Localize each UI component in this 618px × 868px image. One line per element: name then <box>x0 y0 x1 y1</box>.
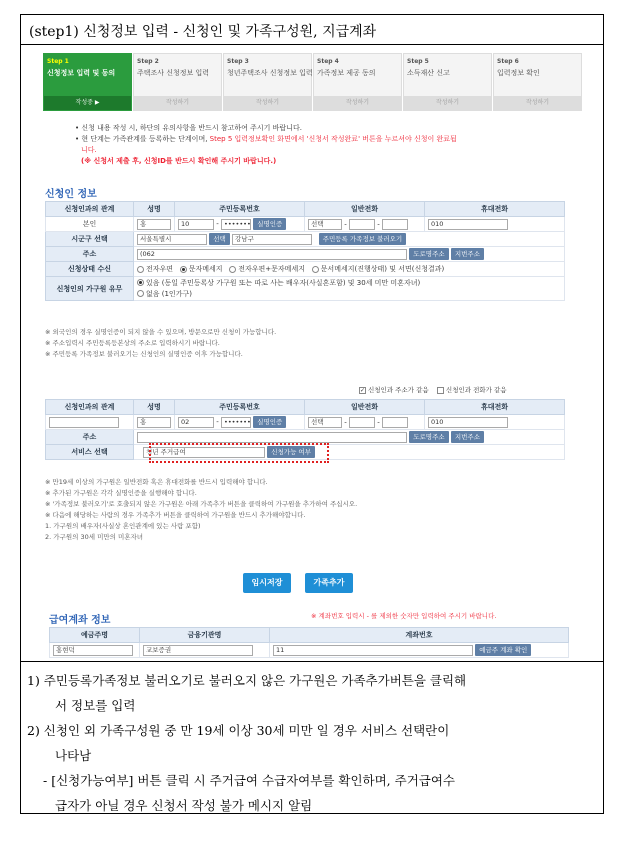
table-row <box>46 232 565 247</box>
step-number: Step 6 <box>497 58 519 65</box>
table-row <box>46 262 565 277</box>
step-number: Step 4 <box>317 58 339 65</box>
mobile-cell <box>425 415 565 430</box>
add-family-button[interactable]: 가족추가 <box>305 573 353 593</box>
service-highlight-box <box>149 443 329 463</box>
radio-label: 전자우편+문자메세지 <box>238 265 305 273</box>
radio-document[interactable] <box>312 266 319 273</box>
description-line: 나타남 <box>55 748 92 763</box>
number-cell <box>270 643 569 658</box>
radio-row <box>137 278 561 289</box>
phone-mid-input[interactable] <box>349 417 375 428</box>
step-label: 청년주택조사 신청정보 입력 <box>227 69 313 77</box>
note-line: ※ 다음에 해당하는 사람의 경우 가족추가 버튼을 클릭하여 가구원을 반드시 추가해야합니다. <box>45 511 306 519</box>
check-eligibility-button[interactable]: 신청가능 여부 <box>267 446 315 458</box>
ssn-back-input[interactable]: ••••••• <box>221 219 251 230</box>
radio-label: 문자메세지 <box>188 265 223 273</box>
applicant-section-title: 신청인 정보 <box>45 189 97 200</box>
col-header: 예금주명 <box>50 628 140 643</box>
col-header: 성명 <box>134 400 175 415</box>
notice-text: • 현 단계는 가족관계를 등록하는 단계이며, <box>75 135 208 143</box>
radio-email[interactable] <box>137 266 144 273</box>
step-status: 작성하기 <box>224 96 311 110</box>
phone-cell: 선택 - - <box>305 217 425 232</box>
receive-cell <box>134 262 565 277</box>
phone-area-select[interactable]: 선택 <box>308 219 342 230</box>
col-header: 신청인과의 관계 <box>46 400 134 415</box>
name-input[interactable]: 홍 <box>137 219 171 230</box>
mobile-cell <box>425 217 565 232</box>
relation-cell: 본인 <box>46 217 134 232</box>
service-select[interactable]: 청년 주거급여 <box>143 447 265 458</box>
screenshot-area <box>39 53 589 671</box>
col-header: 주민등록번호 <box>175 202 305 217</box>
address-input[interactable] <box>137 432 407 443</box>
step-5[interactable] <box>403 53 492 111</box>
phone-last-input[interactable] <box>382 219 408 230</box>
row-header: 신청인의 가구원 유무 <box>46 277 134 301</box>
verify-name-button[interactable]: 실명인증 <box>253 416 286 428</box>
step-number: Step 5 <box>407 58 429 65</box>
description-line: 1) 주민등록가족정보 불러오기로 불러오지 않은 가구원은 가족추가버튼을 클릭해 <box>27 673 467 688</box>
row-header: 서비스 선택 <box>46 445 134 460</box>
step-3[interactable] <box>223 53 312 111</box>
note-line: ※ 주민등록 가족정보 불러오기는 신청인의 실명인증 이후 가능합니다. <box>45 350 243 358</box>
address-input[interactable]: (062 <box>137 249 407 260</box>
ssn-front-input[interactable]: 02 <box>178 417 214 428</box>
load-family-info-button[interactable]: 주민등록 가족정보 불러오기 <box>319 233 406 245</box>
note-line: ※ 주소입력시 주민등록등본상의 주소로 입력하시기 바랍니다. <box>45 339 220 347</box>
radio-has-household[interactable] <box>137 279 144 286</box>
holder-input[interactable]: 홍현덕 <box>53 645 133 656</box>
col-header: 휴대전화 <box>425 400 565 415</box>
table-header-row <box>46 202 565 217</box>
verify-name-button[interactable]: 실명인증 <box>253 218 286 230</box>
phone-cell: 선택 - - <box>305 415 425 430</box>
notice-line: • 신청 내용 작성 시, 하단의 유의사항을 반드시 참고하여 주시기 바랍니다. <box>75 124 302 132</box>
radio-label: 있음 (동일 주민등록상 가구원 또는 따로 사는 배우자(사실혼포함) 및 30세 미만 미혼자녀) <box>146 278 421 287</box>
step-status: 작성하기 <box>494 96 581 110</box>
radio-row <box>137 289 561 300</box>
account-warning: ※ 계좌번호 입력시 - 를 제외한 숫자만 입력하여 주시기 바랍니다. <box>311 612 497 620</box>
household-cell <box>134 277 565 301</box>
address-cell <box>134 247 565 262</box>
ssn-cell: 10 - ••••••• 실명인증 <box>175 217 305 232</box>
temp-save-button[interactable]: 임시저장 <box>243 573 291 593</box>
same-phone-checkbox[interactable] <box>437 387 444 394</box>
radio-label: 없음 (1인가구) <box>146 289 192 298</box>
account-number-input[interactable]: 11 <box>273 645 473 656</box>
applicant-table <box>45 201 565 301</box>
note-line: ※ 만19세 이상의 가구원은 일반전화 혹은 휴대전화를 반드시 입력해야 합니다. <box>45 478 268 486</box>
holder-cell <box>50 643 140 658</box>
description-area <box>21 661 603 815</box>
city-select[interactable]: 서울특별시 <box>137 234 207 245</box>
note-line: 1. 가구원의 배우자(사실상 혼인관계에 있는 사람 포함) <box>45 522 201 530</box>
table-row <box>46 247 565 262</box>
note-line: 2. 가구원의 30세 미만의 미혼자녀 <box>45 533 144 541</box>
description-line: 2) 신청인 외 가족구성원 중 만 19세 이상 30세 미만 일 경우 서비스 선택란이 <box>27 723 450 738</box>
ssn-cell: 02 - ••••••• 실명인증 <box>175 415 305 430</box>
phone-area-select[interactable]: 선택 <box>308 417 342 428</box>
bank-cell <box>140 643 270 658</box>
bank-select[interactable]: 교보증권 <box>143 645 253 656</box>
verify-account-button[interactable]: 예금주 계좌 확인 <box>475 644 531 656</box>
ssn-back-input[interactable]: ••••••• <box>221 417 251 428</box>
step-label: 가족정보 제공 동의 <box>317 69 376 77</box>
step-label: 신청정보 입력 및 동의 <box>47 69 116 77</box>
table-header-row <box>46 400 565 415</box>
road-address-button[interactable]: 도로명주소 <box>409 248 448 260</box>
region-select-button[interactable]: 선택 <box>209 233 230 245</box>
notice-box <box>75 123 555 167</box>
step-status: 작성중 ▶ <box>44 96 131 110</box>
account-section-title: 급여계좌 정보 <box>49 615 111 626</box>
row-header: 신청상태 수신 <box>46 262 134 277</box>
name-cell <box>134 217 175 232</box>
account-table <box>49 627 569 658</box>
col-header: 성명 <box>134 202 175 217</box>
step-label: 주택조사 신청정보 입력 <box>137 69 210 77</box>
col-header: 신청인과의 관계 <box>46 202 134 217</box>
col-header: 일반전화 <box>305 202 425 217</box>
checkbox-label: 신청인과 주소가 같음 <box>368 386 429 394</box>
step-number: Step 2 <box>137 58 159 65</box>
step-number: Step 1 <box>47 58 69 65</box>
district-select[interactable]: 강남구 <box>232 234 312 245</box>
col-header: 주민등록번호 <box>175 400 305 415</box>
mobile-input[interactable]: 010 <box>428 219 508 230</box>
table-header-row <box>50 628 569 643</box>
radio-single-household[interactable] <box>137 290 144 297</box>
step-status: 작성하기 <box>404 96 491 110</box>
ssn-front-input[interactable]: 10 <box>178 219 214 230</box>
note-line: ※ '가족정보 불러오기'로 호출되지 않은 가구원은 아래 가족추가 버튼을 클릭하여 가구원을 추가하여 주십시오. <box>45 500 358 508</box>
step-6[interactable] <box>493 53 582 111</box>
radio-label: 전자우편 <box>146 265 174 273</box>
phone-last-input[interactable] <box>382 417 408 428</box>
description-line: - [신청가능여부] 버튼 클릭 시 주거급여 수급자여부를 확인하며, 주거급여수 <box>43 773 455 788</box>
col-header: 계좌번호 <box>270 628 569 643</box>
description-line: 급자가 아닐 경우 신청서 작성 불가 메시지 알림 <box>55 798 313 813</box>
step-label: 소득재산 신고 <box>407 69 450 77</box>
lot-address-button[interactable]: 지번주소 <box>451 431 484 443</box>
step-status: 작성하기 <box>314 96 401 110</box>
notes-applicant <box>45 327 276 360</box>
description-line: 서 정보를 입력 <box>55 698 136 713</box>
lot-address-button[interactable]: 지번주소 <box>451 248 484 260</box>
step-number: Step 3 <box>227 58 249 65</box>
name-input[interactable]: 홍 <box>137 417 171 428</box>
notes-family <box>45 477 357 543</box>
step-4[interactable] <box>313 53 402 111</box>
document-frame <box>20 14 604 814</box>
family-checks <box>359 385 507 396</box>
document-title: (step1) 신청정보 입력 - 신청인 및 가족구성원, 지급계좌 <box>21 15 603 45</box>
same-address-checkbox[interactable]: ✓ <box>360 386 366 394</box>
name-cell <box>134 415 175 430</box>
notice-line <box>75 134 555 145</box>
region-cell <box>134 232 565 247</box>
notice-line: 니다. <box>81 146 97 154</box>
note-line: ※ 추가된 가구원은 각각 실명인증을 실행해야 합니다. <box>45 489 197 497</box>
step-1[interactable] <box>43 53 132 111</box>
table-row <box>46 277 565 301</box>
road-address-button[interactable]: 도로명주소 <box>409 431 448 443</box>
table-row <box>46 217 565 232</box>
step-status: 작성하기 <box>134 96 221 110</box>
mobile-input[interactable]: 010 <box>428 417 508 428</box>
radio-email-sms[interactable] <box>229 266 236 273</box>
phone-mid-input[interactable] <box>349 219 375 230</box>
checkbox-label: 신청인과 전화가 같음 <box>445 386 507 394</box>
row-header: 시군구 선택 <box>46 232 134 247</box>
relation-cell <box>46 415 134 430</box>
col-header: 휴대전화 <box>425 202 565 217</box>
row-header: 주소 <box>46 430 134 445</box>
notice-highlight: Step 5 입력정보확인 화면에서 '신청서 작성완료' 버튼을 누르셔야 신청이 완료됩 <box>209 135 457 143</box>
relation-select[interactable] <box>49 417 119 428</box>
step-progress <box>43 53 583 111</box>
radio-label: 문서메세지(진행상태) 및 서면(신청결과) <box>320 265 445 273</box>
step-label: 입력정보 확인 <box>497 69 540 77</box>
radio-sms[interactable] <box>180 266 187 273</box>
notice-warning: (※ 신청서 제출 후, 신청ID를 반드시 확인해 주시기 바랍니다.) <box>81 157 277 165</box>
row-header: 주소 <box>46 247 134 262</box>
note-line: ※ 외국인의 경우 실명인증이 되지 않을 수 있으며, 방문으로만 신청이 가능합니다. <box>45 328 277 336</box>
step-2[interactable] <box>133 53 222 111</box>
table-row <box>46 415 565 430</box>
col-header: 일반전화 <box>305 400 425 415</box>
table-row <box>50 643 569 658</box>
col-header: 금융기관명 <box>140 628 270 643</box>
